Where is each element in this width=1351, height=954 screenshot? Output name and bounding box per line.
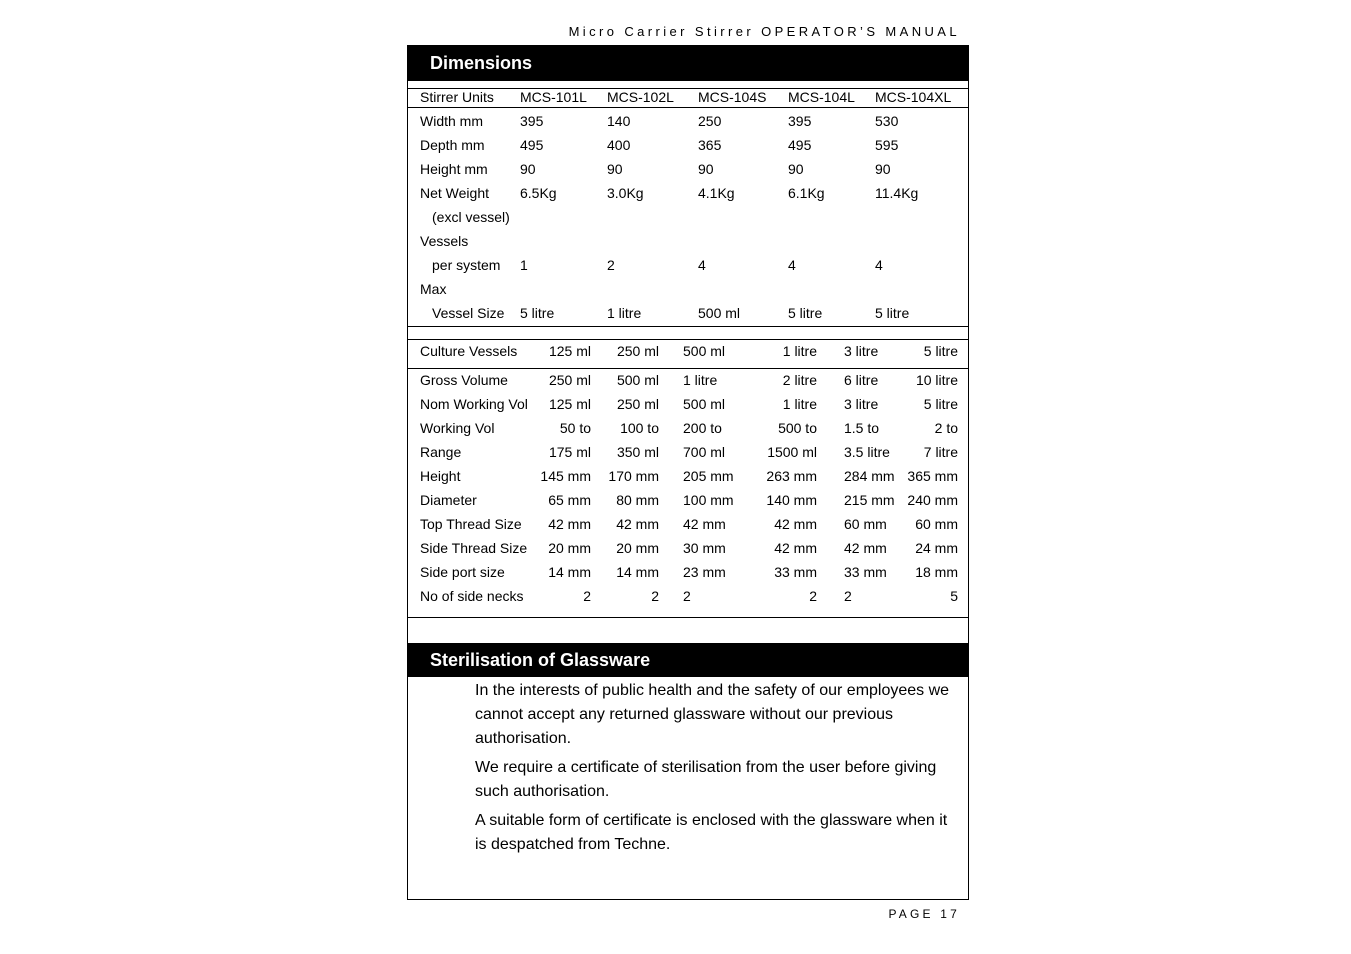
table-cell: Net Weight: [420, 185, 489, 201]
table-cell: 30 mm: [683, 540, 726, 556]
table-cell: 365 mm: [907, 468, 958, 484]
table-cell: 1.5 to: [844, 420, 880, 436]
table-cell: 200 to: [683, 420, 722, 436]
table-cell: 500 ml: [683, 343, 726, 359]
table-cell: 80 mm: [616, 492, 659, 508]
table-cell: 60 mm: [844, 516, 887, 532]
dimensions-title: Dimensions: [408, 46, 968, 80]
table-cell: 42 mm: [616, 516, 659, 532]
table-cell: 18 mm: [915, 564, 958, 580]
table-cell: 365: [698, 137, 722, 153]
running-head: Micro Carrier Stirrer OPERATOR’S MANUAL: [568, 24, 960, 39]
page-number: PAGE 17: [888, 907, 960, 921]
table-cell: 263 mm: [766, 468, 817, 484]
table-cell: 6.1Kg: [788, 185, 825, 201]
table-cell: 170 mm: [608, 468, 659, 484]
table-cell: 215 mm: [844, 492, 895, 508]
table-cell: 3 litre: [844, 343, 879, 359]
manual-page-frame: [407, 45, 969, 900]
table-cell: 42 mm: [548, 516, 591, 532]
table-cell: 395: [520, 113, 544, 129]
table-cell: 250 ml: [548, 372, 591, 388]
table-cell: 4: [875, 257, 883, 273]
table-cell: 2: [844, 588, 852, 604]
table-cell: 250 ml: [616, 343, 659, 359]
table-cell: 5 litre: [875, 305, 910, 321]
table-cell: 495: [788, 137, 812, 153]
table-cell: 500 ml: [698, 305, 741, 321]
table-cell: 65 mm: [548, 492, 591, 508]
table-cell: 495: [520, 137, 544, 153]
table-cell: 3.5 litre: [844, 444, 890, 460]
table-cell: 5: [950, 588, 958, 604]
table-cell: 500 ml: [683, 396, 726, 412]
table-cell: 2 to: [934, 420, 958, 436]
table-cell: Vessel Size: [432, 305, 505, 321]
divider: [408, 326, 968, 327]
table-cell: 60 mm: [915, 516, 958, 532]
divider: [408, 339, 968, 340]
table-cell: Width mm: [420, 113, 483, 129]
table-cell: MCS-104S: [698, 89, 767, 105]
table-cell: 42 mm: [844, 540, 887, 556]
table-cell: 125 ml: [548, 343, 591, 359]
table-cell: 7 litre: [923, 444, 958, 460]
table-cell: Height: [420, 468, 461, 484]
table-cell: 11.4Kg: [875, 185, 919, 201]
table-cell: 20 mm: [616, 540, 659, 556]
table-cell: 2: [683, 588, 691, 604]
table-cell: 700 ml: [683, 444, 726, 460]
table-cell: 2: [809, 588, 817, 604]
table-cell: 20 mm: [548, 540, 591, 556]
table-cell: Vessels: [420, 233, 469, 249]
divider: [408, 80, 968, 81]
table-cell: 350 ml: [616, 444, 659, 460]
table-cell: 90: [607, 161, 623, 177]
table-cell: 395: [788, 113, 812, 129]
table-cell: Side Thread Size: [420, 540, 528, 556]
table-cell: Gross Volume: [420, 372, 508, 388]
table-cell: 2: [651, 588, 659, 604]
table-cell: 3.0Kg: [607, 185, 644, 201]
table-cell: 140: [607, 113, 631, 129]
table-cell: (excl vessel): [432, 209, 510, 225]
table-cell: 3 litre: [844, 396, 879, 412]
table-cell: 4.1Kg: [698, 185, 735, 201]
table-cell: 530: [875, 113, 899, 129]
sterilisation-paragraph: We require a certificate of sterilisation from the user before giving such authorisation.: [475, 759, 937, 800]
table-cell: MCS-102L: [607, 89, 674, 105]
table-cell: 42 mm: [774, 540, 817, 556]
table-cell: 10 litre: [915, 372, 958, 388]
table-cell: 500 ml: [616, 372, 659, 388]
table-cell: 5 litre: [520, 305, 555, 321]
table-cell: 205 mm: [683, 468, 734, 484]
table-cell: 125 ml: [548, 396, 591, 412]
table-cell: 250: [698, 113, 722, 129]
table-cell: 1: [520, 257, 528, 273]
table-cell: 42 mm: [683, 516, 726, 532]
table-cell: 5 litre: [923, 396, 958, 412]
table-cell: 33 mm: [844, 564, 887, 580]
table-cell: 5 litre: [788, 305, 823, 321]
table-cell: 14 mm: [616, 564, 659, 580]
table-cell: Side port size: [420, 564, 505, 580]
table-cell: 90: [520, 161, 536, 177]
table-cell: 140 mm: [766, 492, 817, 508]
table-cell: Height mm: [420, 161, 488, 177]
table-cell: 42 mm: [774, 516, 817, 532]
table-cell: 50 to: [559, 420, 591, 436]
table-cell: 90: [875, 161, 891, 177]
table-cell: 90: [698, 161, 714, 177]
table-cell: 284 mm: [844, 468, 895, 484]
table-cell: Depth mm: [420, 137, 485, 153]
table-cell: 2: [607, 257, 615, 273]
table-cell: 2: [583, 588, 591, 604]
table-cell: 240 mm: [907, 492, 958, 508]
table-cell: 2 litre: [782, 372, 817, 388]
table-cell: Stirrer Units: [420, 89, 494, 105]
table-cell: 250 ml: [616, 396, 659, 412]
table-cell: 24 mm: [915, 540, 958, 556]
table-cell: 4: [788, 257, 796, 273]
sterilisation-title: Sterilisation of Glassware: [408, 643, 968, 677]
divider: [408, 107, 968, 108]
table-cell: 14 mm: [548, 564, 591, 580]
table-cell: 1 litre: [607, 305, 642, 321]
sterilisation-paragraph: A suitable form of certificate is enclosed with the glassware when it is despatched from Techne.: [475, 812, 948, 853]
table-cell: 23 mm: [683, 564, 726, 580]
table-cell: Range: [420, 444, 462, 460]
table-cell: per system: [432, 257, 501, 273]
table-cell: 100 mm: [683, 492, 734, 508]
table-cell: 145 mm: [540, 468, 591, 484]
table-cell: MCS-101L: [520, 89, 587, 105]
divider: [408, 368, 968, 369]
table-cell: Top Thread Size: [420, 516, 522, 532]
table-cell: 4: [698, 257, 706, 273]
table-cell: Working Vol: [420, 420, 495, 436]
table-cell: 1 litre: [683, 372, 718, 388]
table-cell: Nom Working Vol: [420, 396, 528, 412]
table-cell: 1 litre: [782, 396, 817, 412]
table-cell: MCS-104XL: [875, 89, 952, 105]
divider: [408, 617, 968, 618]
table-cell: 400: [607, 137, 631, 153]
table-cell: 33 mm: [774, 564, 817, 580]
table-cell: 1 litre: [782, 343, 817, 359]
table-cell: 6.5Kg: [520, 185, 557, 201]
table-cell: 595: [875, 137, 899, 153]
table-cell: Max: [420, 281, 447, 297]
table-cell: 6 litre: [844, 372, 879, 388]
table-cell: Diameter: [420, 492, 477, 508]
table-cell: Culture Vessels: [420, 343, 518, 359]
table-cell: No of side necks: [420, 588, 524, 604]
table-cell: 100 to: [620, 420, 659, 436]
sterilisation-paragraph: In the interests of public health and the safety of our employees we cannot accept any returned glassware without our previous authorisation.: [475, 682, 950, 747]
table-cell: 175 ml: [548, 444, 591, 460]
table-cell: 500 to: [778, 420, 817, 436]
table-cell: 1500 ml: [767, 444, 817, 460]
table-cell: MCS-104L: [788, 89, 855, 105]
table-cell: 90: [788, 161, 804, 177]
table-cell: 5 litre: [923, 343, 958, 359]
